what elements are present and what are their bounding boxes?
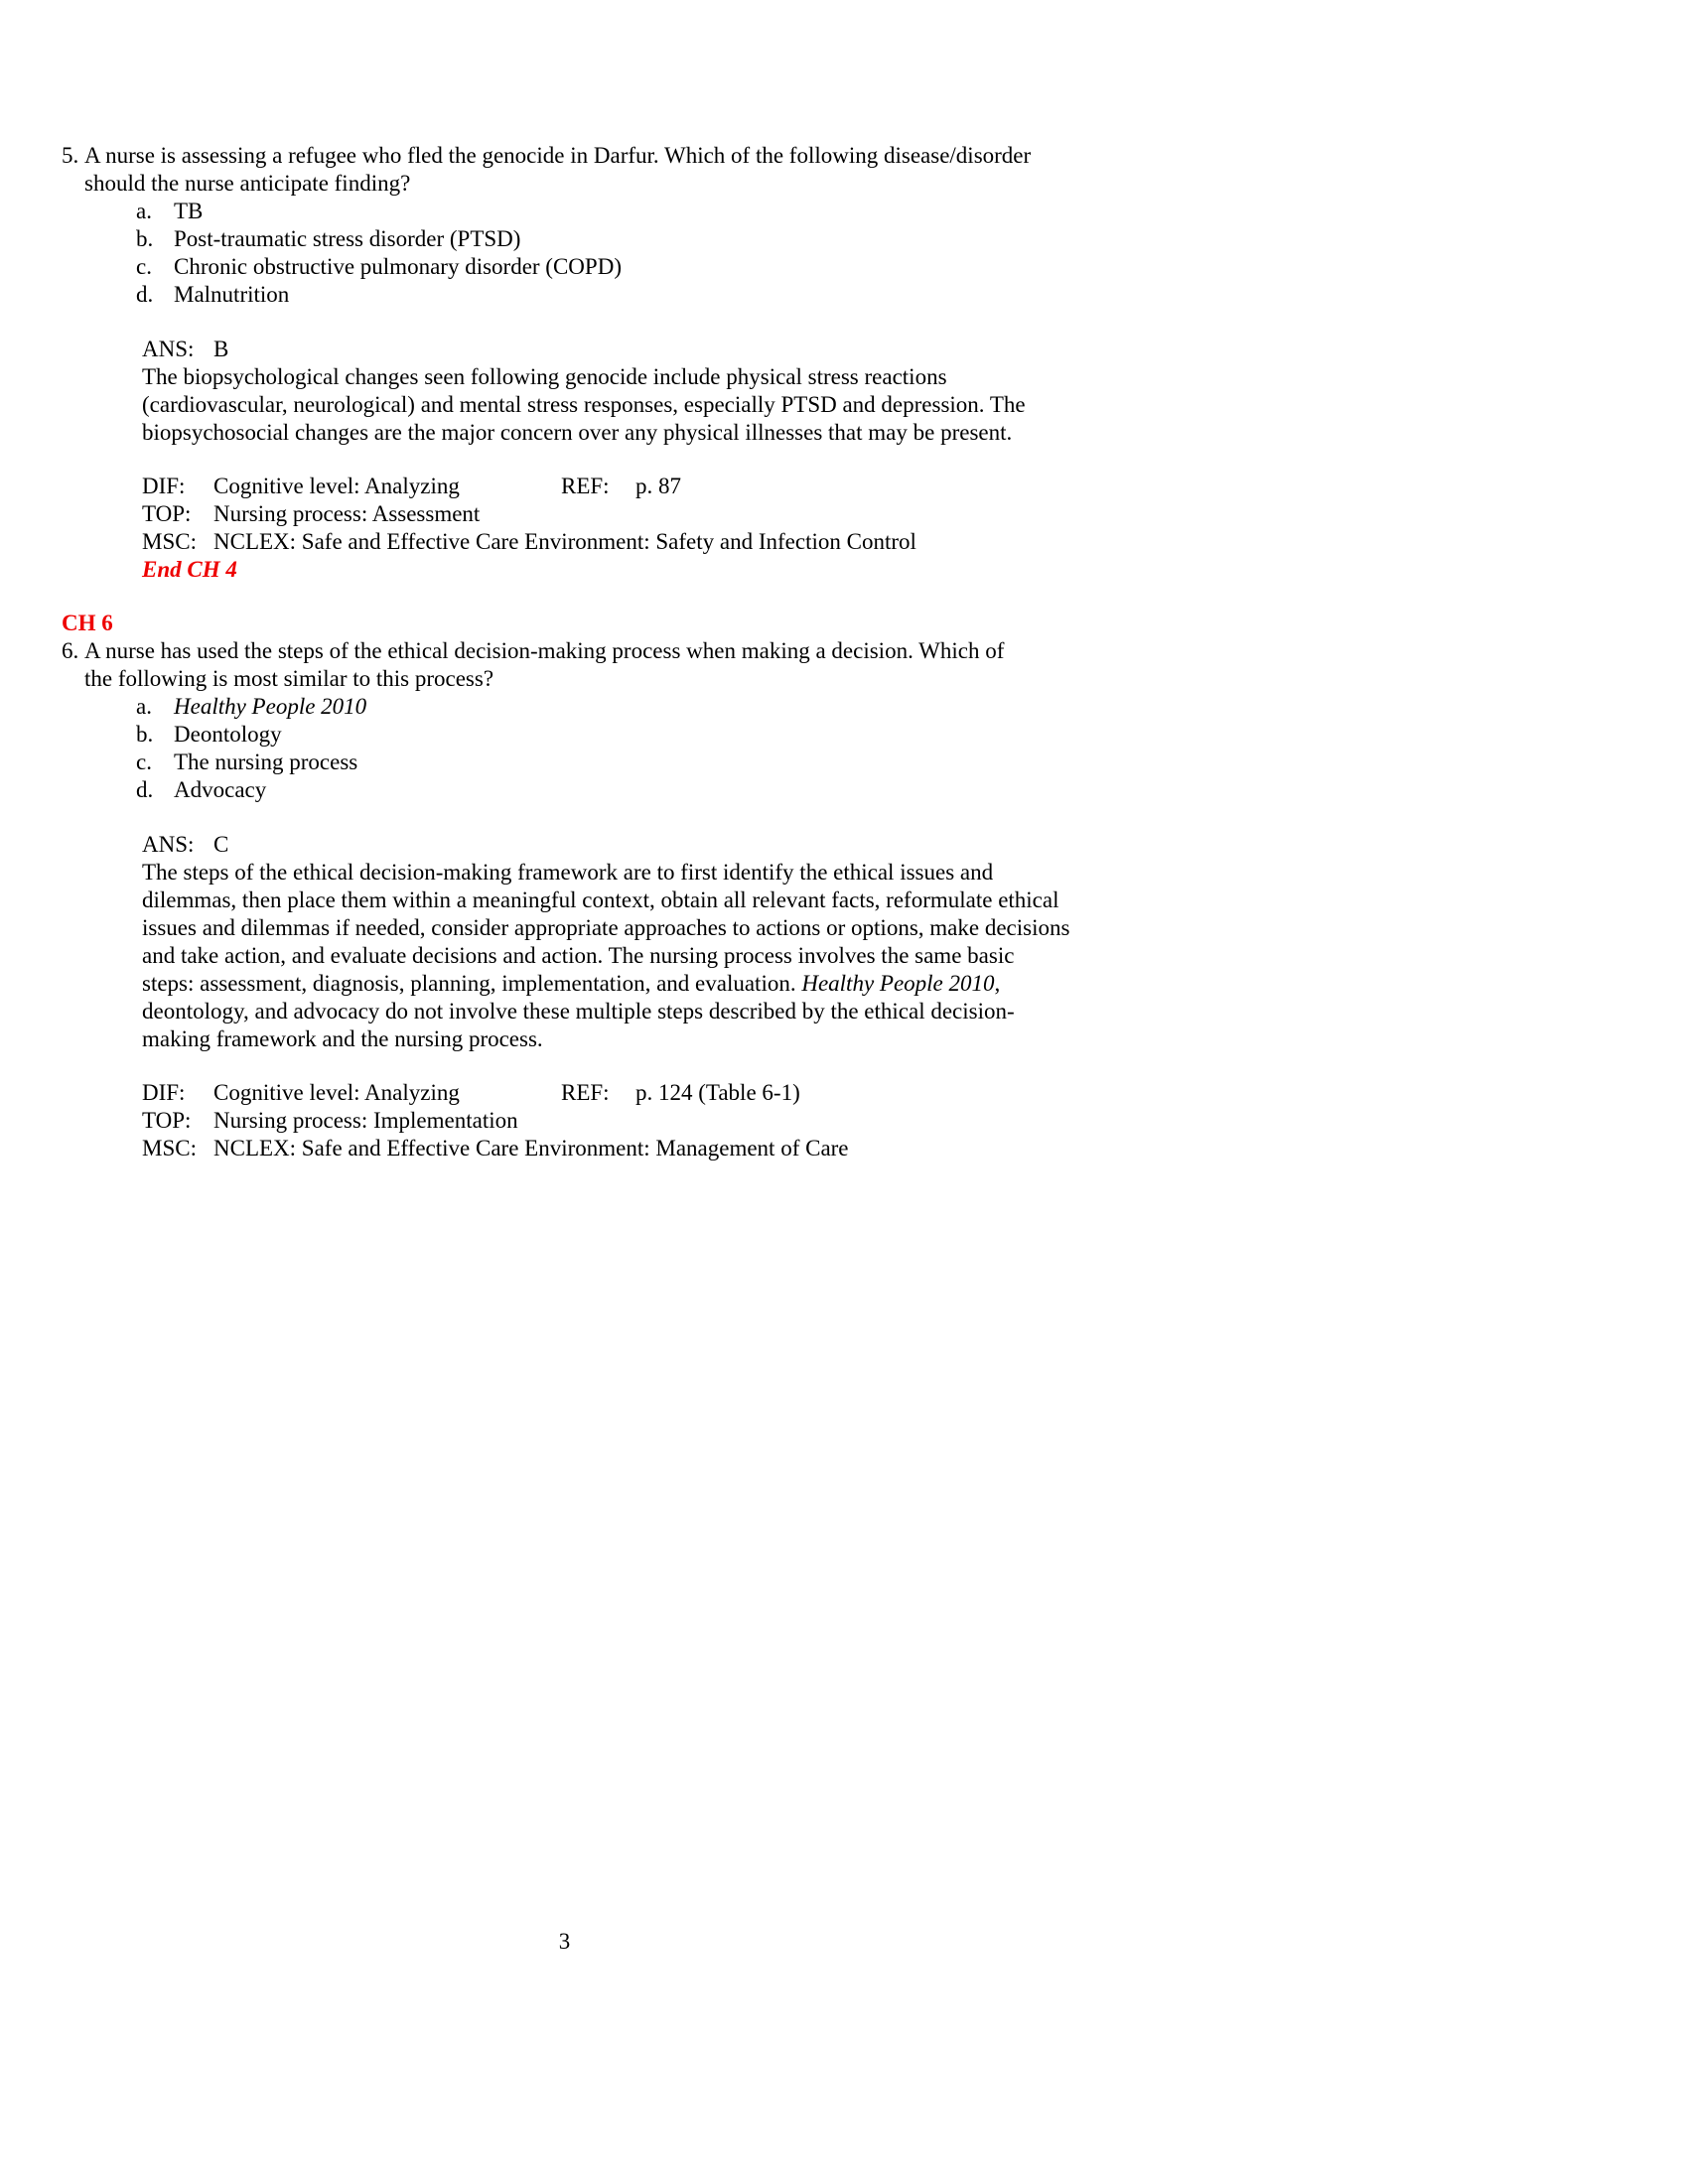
question-5-meta xyxy=(142,473,1067,556)
msc-label: MSC: xyxy=(142,1136,197,1160)
option-text: Healthy People 2010 xyxy=(174,694,367,719)
question-5-options xyxy=(136,198,1067,309)
option-letter: a. xyxy=(136,694,152,719)
question-6-options xyxy=(136,693,1067,804)
rationale-text: The steps of the ethical decision-making framework are to first identify the ethical issues and dilemmas, then place them within a meaningful context, obtain all relevant facts, reformulate ethical issues and dilemmas if needed, consider appropriate approaches to actions or options, make decisions and take action, and evaluate decisions and action. The nursing process involves the same basic steps: assessment, diagnosis, planning, implementation, and evaluation. Healthy People 2010, deontology, and advocacy do not involve these multiple steps described by the ethical decision-making framework and the nursing process. xyxy=(142,860,1070,1051)
option-text: TB xyxy=(174,199,204,223)
top-value: Nursing process: Implementation xyxy=(213,1108,518,1133)
option-b xyxy=(136,225,1067,253)
msc-row xyxy=(142,528,1067,556)
option-letter: c. xyxy=(136,254,152,279)
option-letter: d. xyxy=(136,282,154,307)
dif-label: DIF: xyxy=(142,1080,186,1105)
option-c xyxy=(136,749,1067,776)
page-number: 3 xyxy=(558,1929,571,1954)
option-text: Chronic obstructive pulmonary disorder (COPD) xyxy=(174,254,622,279)
msc-row xyxy=(142,1135,1067,1162)
option-text: The nursing process xyxy=(174,750,358,774)
option-d xyxy=(136,776,1067,804)
dif-ref-row xyxy=(142,473,1067,500)
option-a xyxy=(136,198,1067,225)
answer-value: B xyxy=(213,337,229,361)
msc-value: NCLEX: Safe and Effective Care Environment: Safety and Infection Control xyxy=(213,529,916,554)
answer-line xyxy=(142,336,1067,363)
option-d xyxy=(136,281,1067,309)
question-6-block xyxy=(62,637,1070,1162)
top-row xyxy=(142,500,1067,528)
top-label: TOP: xyxy=(142,1108,192,1133)
answer-line xyxy=(142,831,1067,859)
question-stem-text: A nurse has used the steps of the ethical decision-making process when making a decision. Which of the following is most similar to this process? xyxy=(84,638,1005,691)
dif-label: DIF: xyxy=(142,474,186,498)
option-c xyxy=(136,253,1067,281)
chapter-heading: CH 6 xyxy=(62,611,113,635)
option-letter: b. xyxy=(136,226,154,251)
question-number: 6. xyxy=(62,638,79,663)
rationale-text: The biopsychological changes seen following genocide include physical stress reactions (cardiovascular, neurological) and mental stress responses, especially PTSD and depression. The biopsychosocial changes are the major concern over any physical illnesses that may be present. xyxy=(142,364,1026,445)
option-text: Deontology xyxy=(174,722,282,747)
top-row xyxy=(142,1107,1067,1135)
end-chapter-note: End CH 4 xyxy=(142,557,237,582)
dif-value: Cognitive level: Analyzing xyxy=(213,1080,460,1105)
question-5-block xyxy=(62,142,1067,584)
page-content xyxy=(62,142,1070,1162)
option-text: Post-traumatic stress disorder (PTSD) xyxy=(174,226,521,251)
top-value: Nursing process: Assessment xyxy=(213,501,481,526)
msc-value: NCLEX: Safe and Effective Care Environment: Management of Care xyxy=(213,1136,849,1160)
question-5-stem-row xyxy=(62,142,1067,198)
ref-label: REF: xyxy=(561,474,610,498)
question-6-stem-row xyxy=(62,637,1067,693)
option-letter: a. xyxy=(136,199,152,223)
option-text: Advocacy xyxy=(174,777,267,802)
option-text: Malnutrition xyxy=(174,282,290,307)
answer-label: ANS: xyxy=(142,832,195,857)
option-a xyxy=(136,693,1067,721)
option-letter: d. xyxy=(136,777,154,802)
dif-ref-row xyxy=(142,1079,1067,1107)
top-label: TOP: xyxy=(142,501,192,526)
question-number: 5. xyxy=(62,143,79,168)
ref-value: p. 124 (Table 6-1) xyxy=(635,1080,800,1105)
option-letter: c. xyxy=(136,750,152,774)
option-letter: b. xyxy=(136,722,154,747)
ref-value: p. 87 xyxy=(635,474,681,498)
dif-value: Cognitive level: Analyzing xyxy=(213,474,460,498)
answer-value: C xyxy=(213,832,229,857)
option-b xyxy=(136,721,1067,749)
answer-label: ANS: xyxy=(142,337,195,361)
question-6-meta xyxy=(142,1079,1067,1162)
ref-label: REF: xyxy=(561,1080,610,1105)
msc-label: MSC: xyxy=(142,529,197,554)
question-stem-text: A nurse is assessing a refugee who fled the genocide in Darfur. Which of the following disease/disorder should the nurse anticipate finding? xyxy=(84,143,1032,196)
